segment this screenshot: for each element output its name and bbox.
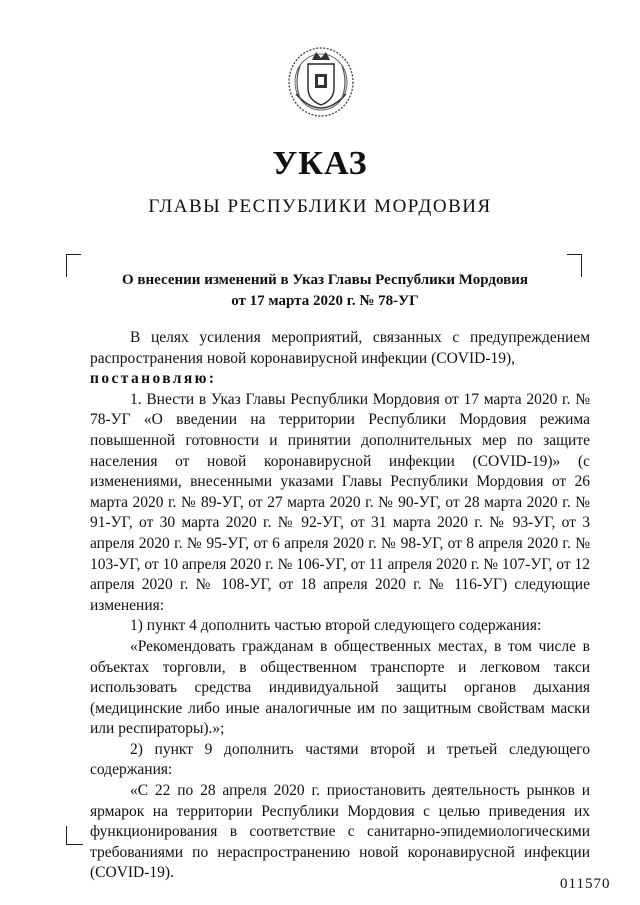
corner-mark-bottom-left	[66, 826, 83, 845]
heading-line-2: от 17 марта 2020 г. № 78-УГ	[231, 293, 419, 309]
subitem-1-paragraph: 1) пункт 4 дополнить частью второй следующего содержания:	[130, 617, 542, 635]
corner-mark-top-right	[567, 254, 582, 277]
quote-1-paragraph: «Рекомендовать гражданам в общественных местах, в том числе в объектах торговли, в общественном транспорте и легковом такси использовать средства индивидуальной защиты органов дыхания (медицинские либо иные аналогичные им по защитным свойствам маски или респираторы).»;	[90, 637, 590, 738]
document-title: УКАЗ	[272, 145, 368, 182]
decree-heading	[90, 270, 560, 312]
preamble-paragraph: В целях усиления мероприятий, связанных с предупреждением распространения новой коронавирусной инфекции (COVID-19),	[90, 329, 590, 367]
quote-2-paragraph: «С 22 по 28 апреля 2020 г. приостановить деятельность рынков и ярмарок на территории Республики Мордовия с целью приведения их функционирования в соответствие с санитарно-эпидемиологическими требованиями по нераспространению новой коронавирусной инфекции (COVID-19).	[90, 782, 590, 882]
coat-of-arms-emblem	[286, 42, 356, 120]
decree-body	[90, 328, 590, 884]
serial-number: 011570	[560, 876, 611, 892]
item-1-paragraph: 1. Внести в Указ Главы Республики Мордовия от 17 марта 2020 г. № 78-УГ «О введении на территории Республики Мордовия режима повышенной готовности и принятии дополнительных мер по защите населения от новой коронавирусной инфекции (COVID-19)» (с изменениями, внесенными указами Главы Республики Мордовия от 26 марта 2020 г. № 89-УГ, от 27 марта 2020 г. № 90-УГ, от 28 марта 2020 г. № 91-УГ, от 30 марта 2020 г. № 92-УГ, от 31 марта 2020 г. № 93-УГ, от 3 апреля 2020 г. № 95-УГ, от 6 апреля 2020 г. № 98-УГ, от 8 апреля 2020 г. № 103-УГ, от 10 апреля 2020 г. № 106-УГ, от 11 апреля 2020 г. № 107-УГ, от 12 апреля 2020 г. № 108-УГ, от 18 апреля 2020 г. № 116-УГ) следующие изменения:	[90, 390, 590, 614]
subitem-2-paragraph: 2) пункт 9 дополнить частями второй и третьей следующего содержания:	[90, 740, 590, 779]
heading-line-1: О внесении изменений в Указ Главы Республики Мордовия	[122, 272, 528, 288]
corner-mark-top-left	[66, 254, 81, 277]
document-subtitle: ГЛАВЫ РЕСПУБЛИКИ МОРДОВИЯ	[148, 196, 492, 217]
decree-word: постановляю:	[90, 370, 217, 388]
